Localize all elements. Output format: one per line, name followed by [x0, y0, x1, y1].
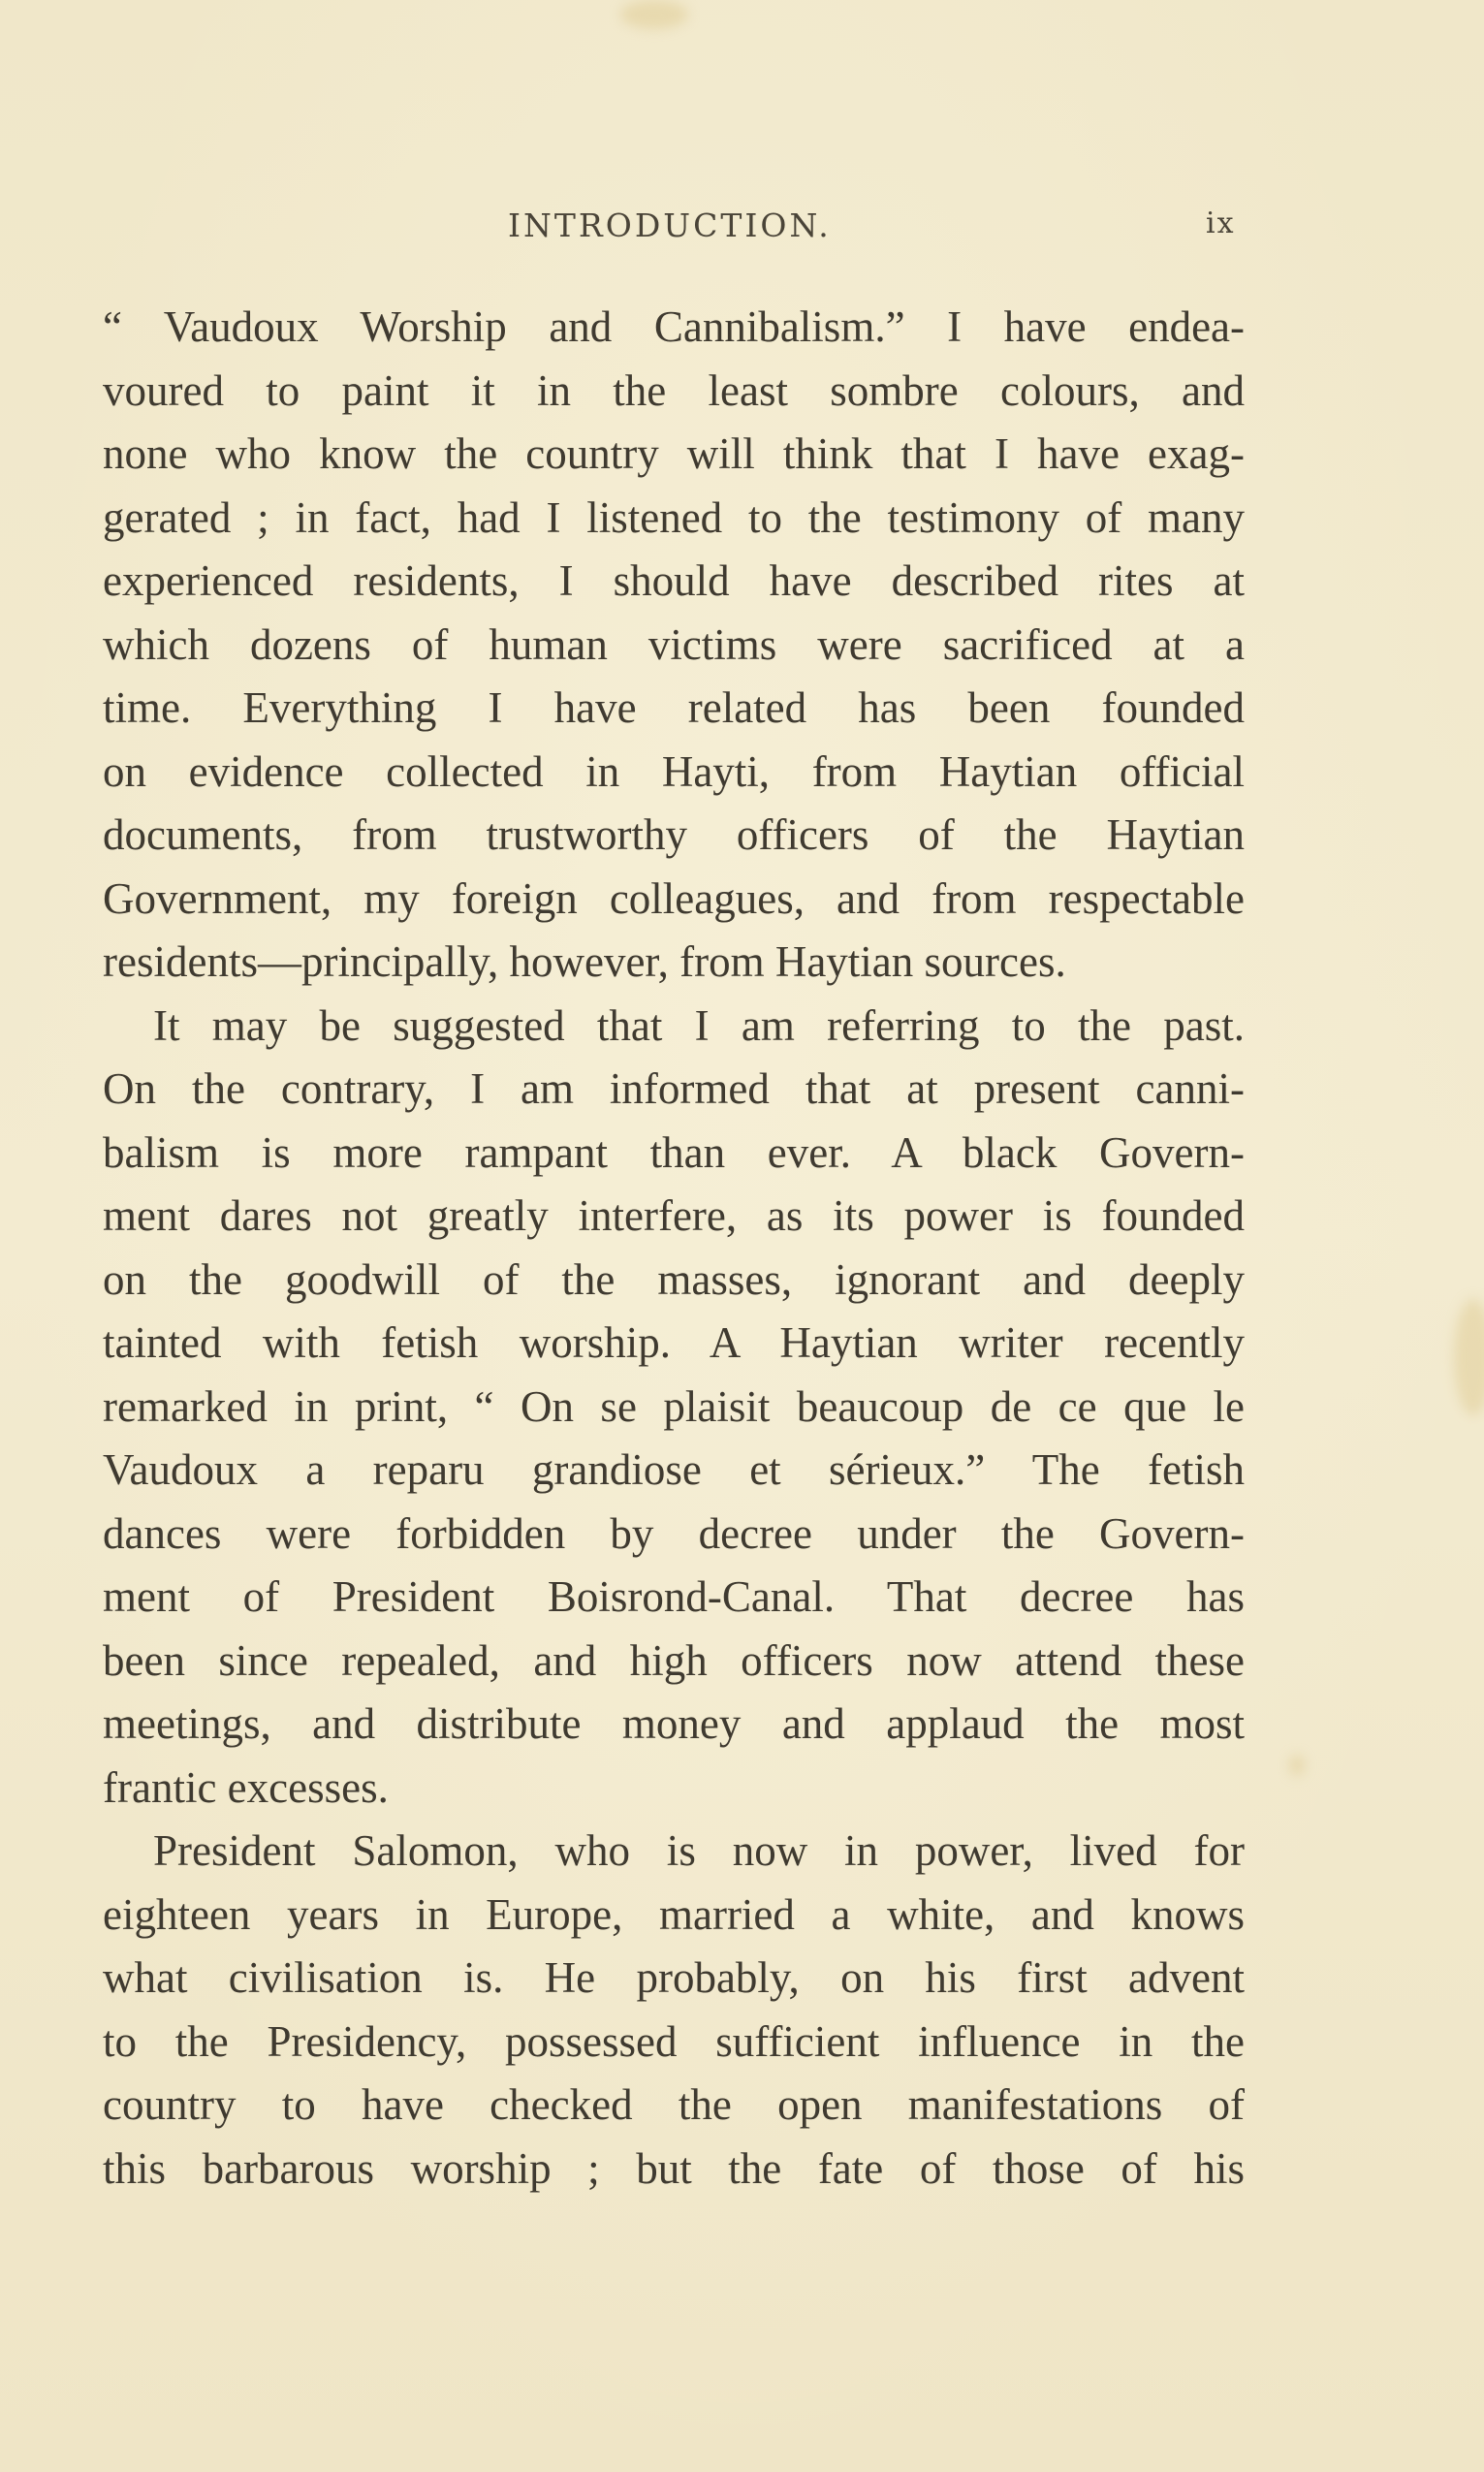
text-line: remarked in print, “ On se plaisit beaucoup de ce que le [103, 1381, 1245, 1431]
text-line: It may be suggested that I am referring to the past. [153, 1000, 1245, 1050]
text-line: meetings, and distribute money and applaud the most [103, 1699, 1245, 1748]
page-number: ix [1206, 206, 1236, 240]
text-line: been since repealed, and high officers now attend these [103, 1635, 1245, 1685]
paper-stain [1289, 1755, 1305, 1776]
text-line: voured to paint it in the least sombre colours, and [103, 365, 1245, 415]
text-line: ment of President Boisrond-Canal. That decree has [103, 1572, 1245, 1621]
text-line: dances were forbidden by decree under the Govern- [103, 1508, 1245, 1558]
text-line: what civilisation is. He probably, on his first advent [103, 1953, 1245, 2002]
text-line: residents—principally, however, from Haytian sources. [103, 937, 1066, 986]
text-line: On the contrary, I am informed that at present canni- [103, 1064, 1245, 1113]
text-line: none who know the country will think that I have exag- [103, 429, 1245, 478]
text-line: on the goodwill of the masses, ignorant and deeply [103, 1254, 1245, 1304]
text-line: experienced residents, I should have described rites at [103, 556, 1245, 605]
text-line: Government, my foreign colleagues, and from respectable [103, 873, 1245, 923]
text-line: “ Vaudoux Worship and Cannibalism.” I have endea- [103, 302, 1245, 351]
text-line: on evidence collected in Hayti, from Haytian official [103, 746, 1245, 796]
text-line: documents, from trustworthy officers of the Haytian [103, 810, 1245, 859]
paragraph [103, 296, 1245, 995]
text-line: President Salomon, who is now in power, lived for [153, 1826, 1245, 1875]
text-line: which dozens of human victims were sacrificed at a [103, 619, 1245, 669]
body-text [103, 296, 1245, 2201]
text-line: eighteen years in Europe, married a white, and knows [103, 1889, 1245, 1939]
text-line: tainted with fetish worship. A Haytian writer recently [103, 1318, 1245, 1367]
running-head: INTRODUCTION. [508, 206, 832, 244]
paper-stain [1454, 1299, 1484, 1415]
text-line: gerated ; in fact, had I listened to the testimony of many [103, 492, 1245, 542]
text-line: frantic excesses. [103, 1762, 389, 1812]
text-line: ment dares not greatly interfere, as its power is founded [103, 1191, 1245, 1240]
text-line: balism is more rampant than ever. A black Govern- [103, 1127, 1245, 1177]
paper-stain [620, 0, 688, 29]
text-line: country to have checked the open manifestations of [103, 2080, 1245, 2129]
page-header [0, 206, 1484, 265]
text-line: this barbarous worship ; but the fate of those of his [103, 2143, 1245, 2193]
paragraph [103, 995, 1245, 1821]
text-line: time. Everything I have related has been founded [103, 683, 1245, 732]
text-line: to the Presidency, possessed sufficient influence in the [103, 2016, 1245, 2066]
paragraph [103, 1820, 1245, 2201]
text-line: Vaudoux a reparu grandiose et sérieux.” The fetish [103, 1445, 1245, 1494]
